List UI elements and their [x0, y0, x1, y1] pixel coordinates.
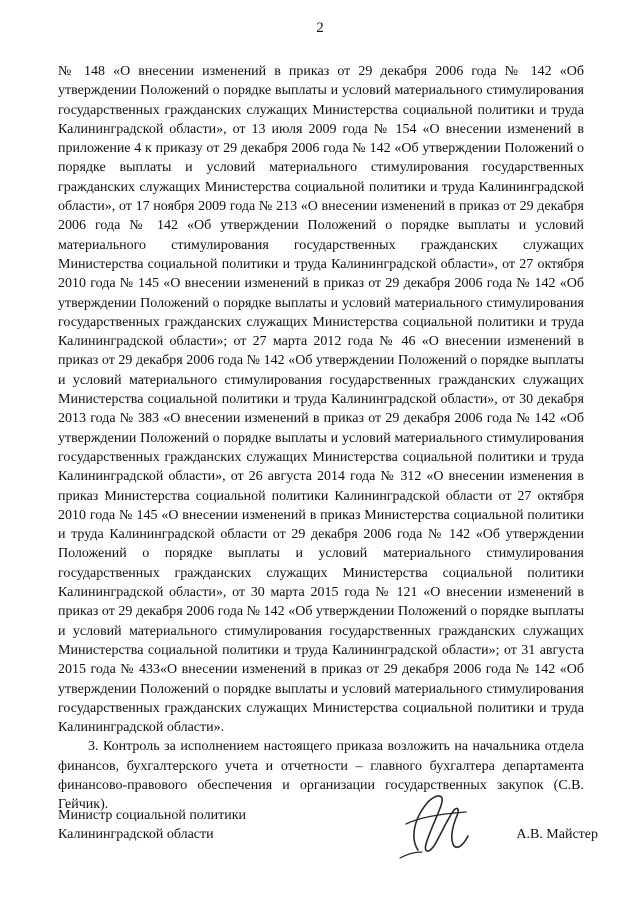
signatory-title-line-1: Министр социальной политики [58, 808, 247, 823]
page-number: 2 [316, 20, 324, 36]
signatory-title-line-2: Калининградской области [58, 827, 214, 843]
paragraph-continued: № 148 «О внесении изменений в приказ от 29 декабря 2006 года № 142 «Об утверждении Положений о порядке выплаты и условий материального стимулирования государственных гражданских служащих Министерства социальной политики и труда Калининградской области», от 13 июля 2009 года № 154 «О внесении изменений в приложение 4 к приказу от 29 декабря 2006 года № 142 «Об утверждении Положений о порядке выплаты и условий материального стимулирования государственных гражданских служащих Министерства социальной политики и труда Калининградской области», от 17 ноября 2009 года № 213 «О внесении изменений в приказ от 29 декабря 2006 года № 142 «Об утверждении Положений о порядке выплаты и условий материального стимулирования государственных гражданских служащих Министерства социальной политики и труда Калининградской области», от 27 октября 2010 года № 145 «О внесении изменений в приказ от 29 декабря 2006 года № 142 «Об утверждении Положений о порядке выплаты и условий материального стимулирования государственных гражданских служащих Министерства социальной политики и труда Калининградской области»; от 27 марта 2012 года № 46 «О внесении изменений в приказ от 29 декабря 2006 года № 142 «Об утверждении Положений о порядке выплаты и условий материального стимулирования государственных гражданских служащих Министерства социальной политики и труда Калининградской области», от 30 декабря 2013 года № 383 «О внесении изменений в приказ от 29 декабря 2006 года № 142 «Об утверждении Положений о порядке выплаты и условий материального стимулирования государственных гражданских служащих Министерства социальной политики и труда Калининградской области», от 26 августа 2014 года № 312 «О внесении изменения в приказ Министерства социальной политики Калининградской области от 27 октября 2010 года № 145 «О внесении изменений в приказ Министерства социальной политики и труда Калининградской области от 29 декабря 2006 года № 142 «Об утверждении Положений о порядке выплаты и условий материального стимулирования государственных гражданских служащих Министерства социальной политики Калининградской области», от 30 марта 2015 года № 121 «О внесении изменений в приказ от 29 декабря 2006 года № 142 «Об утверждении Положений о порядке выплаты и условий материального стимулирования государственных гражданских служащих Министерства социальной политики и труда Калининградской области»; от 31 августа 2015 года № 433«О внесении изменений в приказ от 29 декабря 2006 года № 142 «Об утверждении Положений о порядке выплаты и условий материального стимулирования государственных гражданских служащих Министерства социальной политики и труда Калининградской области». [58, 64, 584, 736]
document-body [58, 62, 584, 815]
paragraph-3: 3. Контроль за исполнением настоящего приказа возложить на начальника отдела финансов, бухгалтерского учета и отчетности – главного бухгалтера департамента финансово-правового обеспечения и организации государственных закупок (С.В. Гейчик). [58, 739, 584, 813]
handwritten-signature [388, 788, 478, 868]
signature-block [58, 806, 598, 866]
signatory-name: А.В. Майстер [516, 827, 598, 842]
signatory-title [58, 806, 246, 845]
